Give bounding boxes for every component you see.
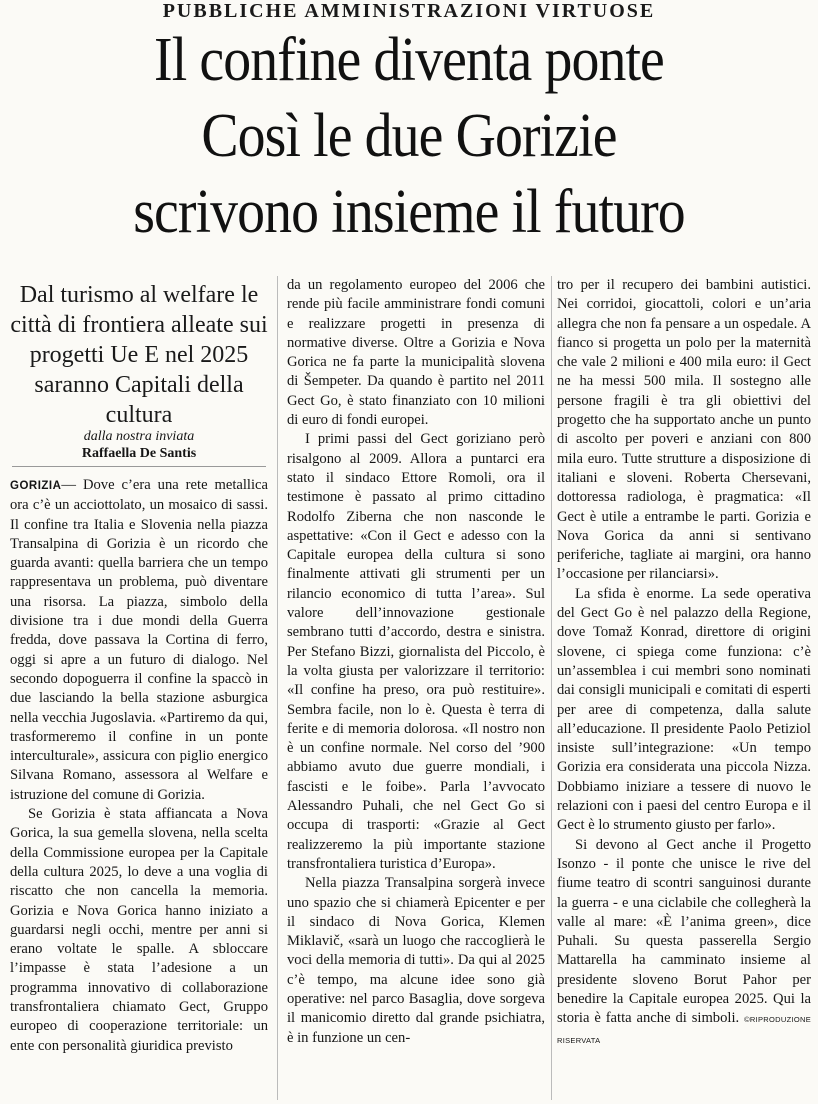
byline-author: Raffaella De Santis <box>81 446 197 461</box>
copyright-credit: ©RIPRODUZIONE RISERVATA <box>557 1015 811 1045</box>
article-paragraph: Nella piazza Transalpina sorgerà invece uno spazio che si chiamerà Epicenter e per il sindaco di Nova Gorica, Klemen Miklavič, «sarà un luogo che raccoglierà le voci della memoria di tutti». Da qui al 2025 c’è tempo, ma alcune idee sono già operative: nel parco Basaglia, dove sorgeva il manicomio diretto dal grande psichiatra, è in funzione un cen- <box>287 875 545 1046</box>
article-paragraph: Se Gorizia è stata affiancata a Nova Gorica, la sua gemella slovena, nella scelta della Commissione europea per la Capitale della cultura 2025, lo deve a una voglia di riscatto che non cancella la memoria. Gorizia e Nova Gorica hanno iniziato a guardarsi negli occhi, mentre per anni si erano voltate le spalle. A sbloccare l’impasse è stata l’adesione a un programma innovativo di collaborazione transfrontaliera chiamato Gect, Gruppo europeo di cooperazione territoriale: un ente con personalità giuridica previsto <box>10 806 268 1054</box>
article-paragraph: tro per il recupero dei bambini autistici. Nei corridoi, giocattoli, colori e un’aria allegra che non fa pensare a un ospedale. A fianco si progetta un polo per la maternità che vale 2 milioni e 400 mila euro: il Gect ne ha messi 500 mila. Il sostegno alle persone fragili è tra gli obiettivi del progetto che ha supportato anche un punto di ascolto per poveri e anziani con 800 mila euro. Tutte strutture a disposizione di italiani e sloveni. Roberta Chersevani, dottoressa radiologa, è pragmatica: «Il Gect è utile a entrambe le parti. Gorizia e Nova Gorica da anni si sentivano periferiche, tagliate ai margini, ora hanno l’occasione per rilanciarsi». <box>557 277 811 583</box>
article-column-1 <box>10 476 268 1100</box>
byline <box>10 428 268 462</box>
article-paragraph: La sfida è enorme. La sede operativa del Gect Go è nel palazzo della Regione, dove Tomaž Konrad, direttore di origini slovene, ci spiega come funziona: c’è un’assemblea i cui membri sono nominati dai consigli municipali e comitati di esperti per aree di competenza, dalla salute all’educazione. Il presidente Paolo Petiziol insiste sull’integrazione: «Un tempo Gorizia era considerata una piccola Nizza. Dobbiamo iniziare a tessere di nuovo le relazioni con i paesi del centro Europa e il Gect è lo strumento giusto per farlo». <box>557 585 811 834</box>
byline-intro: dalla nostra inviata <box>83 429 195 444</box>
dateline: GORIZIA <box>10 480 62 492</box>
headline-line-3: scrivono insieme il futuro <box>133 178 685 246</box>
article-column-2 <box>287 276 545 1100</box>
column-divider <box>277 276 278 1100</box>
byline-divider <box>12 466 266 467</box>
column-divider <box>551 276 552 1100</box>
article-paragraph: I primi passi del Gect goriziano però risalgono al 2009. Allora a puntarci era stato il sindaco Ettore Romoli, ora il testimone è passato al primo cittadino Rodolfo Ziberna che non nasconde le aspettative: «Con il Gect e adesso con la Capitale europea della cultura si sono finalmente attivati gli strumenti per un rilancio economico di tutta l’area». Sul valore dell’innovazione gestionale sembrano tutti d’accordo, destra e sinistra. Per Stefano Bizzi, giornalista del Piccolo, è la volta giusta per valorizzare il territorio: «Il confine ha preso, ora può restituire». Sembra facile, non lo è. Questa è terra di ferite e di memoria dolorosa. «Il nostro non è un confine normale. Nel corso del ’900 abbiamo avuto due guerre mondiali, i fascisti e le foibe». Parla l’avvocato Alessandro Puhali, che nel Gect Go si occupa di trasporti: «Grazie al Gect realizzeremo la più importante stazione transfrontaliera turistica d’Europa». <box>287 431 545 872</box>
article-paragraph: GORIZIA— Dove c’era una rete metallica ora c’è un acciottolato, un mosaico di sassi. Il confine tra Italia e Slovenia nella piazza Transalpina di Gorizia è un ricordo che guarda avanti: quella barriera che un tempo rappresentava un problema, può diventare una risorsa. La piazza, simbolo della divisione tra i due mondi della Guerra fredda, dove passava la Cortina di ferro, oggi si apre a un futuro di dialogo. Nel secondo dopoguerra il confine la spaccò in due lasciando la bella stazione asburgica nella vecchia Jugoslavia. «Partiremo da qui, trasformeremo il confine in un ponte interculturale», assicura con piglio energico Silvana Romano, assessora al Welfare e istruzione del comune di Gorizia. <box>10 477 268 803</box>
subheadline: Dal turismo al welfare le città di frontiera alleate sui progetti Ue E nel 2025 saranno Capitali della cultura <box>10 282 268 428</box>
article-paragraph: da un regolamento europeo del 2006 che rende più facile amministrare fondi comuni e realizzare progetti in presenza di normative diverse. Oltre a Gorizia e Nova Gorica ne fa parte la municipalità slovena di Šempeter. Da quando è partito nel 2011 Gect Go, è stato finanziato con 10 milioni di euro di fondi europei. <box>287 277 545 429</box>
section-kicker: PUBBLICHE AMMINISTRAZIONI VIRTUOSE <box>162 0 656 22</box>
headline <box>41 22 777 250</box>
headline-line-1: Il confine diventa ponte <box>154 26 664 94</box>
article-column-3 <box>557 276 811 1100</box>
headline-line-2: Così le due Gorizie <box>201 102 617 170</box>
article-paragraph: Si devono al Gect anche il Progetto Isonzo - il ponte che unisce le rive del fiume teatro di scontri sanguinosi durante la guerra - e una ciclabile che collegherà la valle al mare: «È l’anima green», dice Puhali. Su questa passerella Sergio Mattarella ha camminato insieme al presidente sloveno Borut Pahor per benedire la Capitale europea 2025. Qui la storia è fatta anche di simboli. ©RIPRODUZIONE RISERVATA <box>557 836 811 1045</box>
